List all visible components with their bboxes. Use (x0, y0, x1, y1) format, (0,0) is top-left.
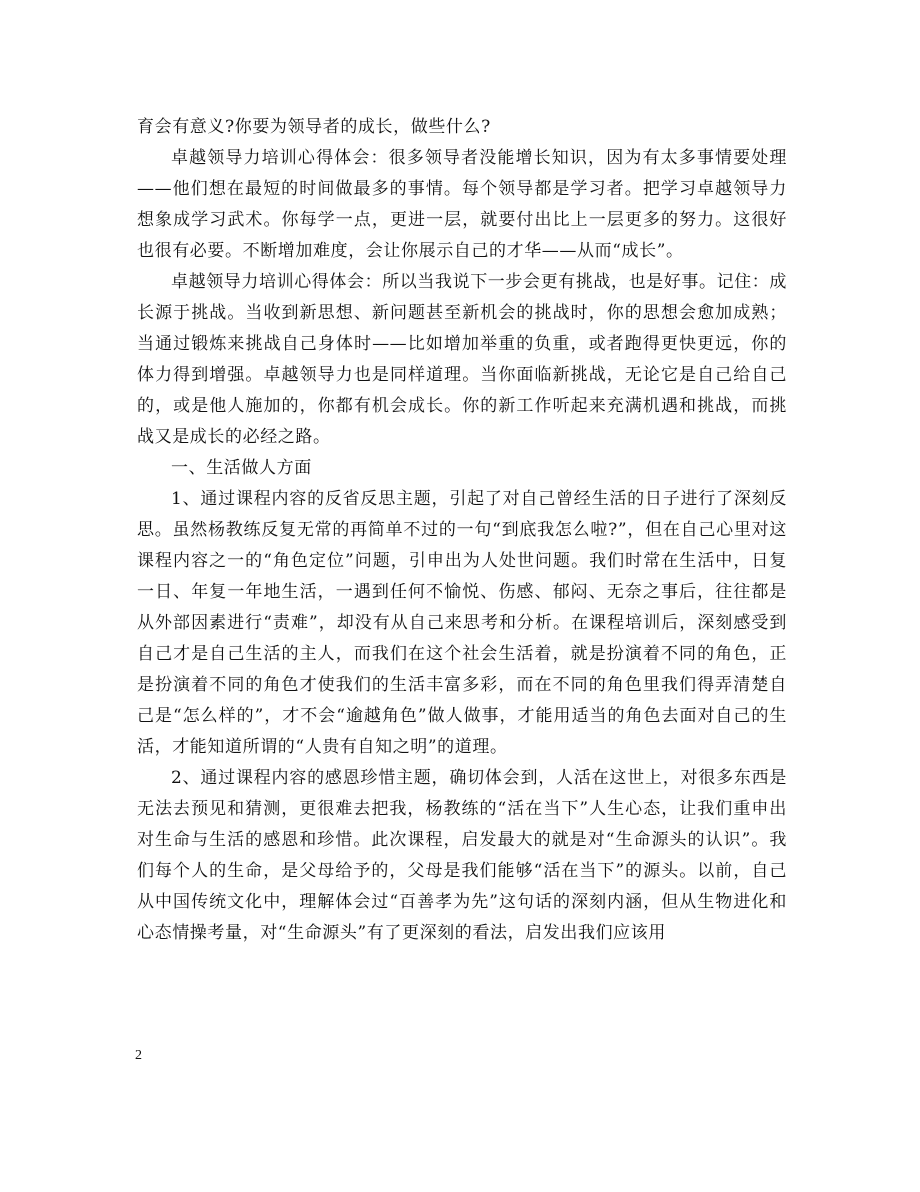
paragraph-point-2: 2、通过课程内容的感恩珍惜主题，确切体会到，人活在这世上，对很多东西是无法去预见和猜测，更很难去把我，杨教练的“活在当下”人生心态，让我们重申出对生命与生活的感恩和珍惜。此次课程，启发最大的就是对“生命源头的认识”。我们每个人的生命，是父母给予的，父母是我们能够“活在当下”的源头。以前，自己从中国传统文化中，理解体会过“百善孝为先”这句话的深刻内涵，但从生物进化和心态情操考量，对“生命源头”有了更深刻的看法，启发出我们应该用 (137, 768, 787, 943)
paragraph-leadership-1: 卓越领导力培训心得体会：很多领导者没能增长知识，因为有太多事情要处理——他们想在最短的时间做最多的事情。每个领导都是学习者。把学习卓越领导力想象成学习武术。你每学一点，更进一层，就要付出比上一层更多的努力。这很好也很有必要。不断增加难度，会让你展示自己的才华——从而“成长”。 (137, 148, 787, 261)
paragraph-leadership-2: 卓越领导力培训心得体会：所以当我说下一步会更有挑战，也是好事。记住：成长源于挑战。当收到新思想、新问题甚至新机会的挑战时，你的思想会愈加成熟；当通过锻炼来挑战自己身体时——比如增加举重的负重，或者跑得更快更远，你的体力得到增强。卓越领导力也是同样道理。当你面临新挑战，无论它是自己给自己的，或是他人施加的，你都有机会成长。你的新工作听起来充满机遇和挑战，而挑战又是成长的必经之路。 (137, 272, 787, 447)
paragraph-point-1: 1、通过课程内容的反省反思主题，引起了对自己曾经生活的日子进行了深刻反思。虽然杨教练反复无常的再简单不过的一句“到底我怎么啦?”，但在自己心里对这课程内容之一的“角色定位”问题，引申出为人处世问题。我们时常在生活中，日复一日、年复一年地生活，一遇到任何不愉悦、伤感、郁闷、无奈之事后，往往都是从外部因素进行“责难”，却没有从自己来思考和分析。在课程培训后，深刻感受到自己才是自己生活的主人，而我们在这个社会生活着，就是扮演着不同的角色，正是扮演着不同的角色才使我们的生活丰富多彩，而在不同的角色里我们得弄清楚自己是“怎么样的”，才不会“逾越角色”做人做事，才能用适当的角色去面对自己的生活，才能知道所谓的“人贵有自知之明”的道理。 (137, 489, 787, 757)
document-body (137, 112, 787, 949)
paragraph-continuation: 育会有意义?你要为领导者的成长，做些什么? (137, 117, 491, 137)
page-number: 2 (135, 1048, 142, 1063)
section-heading-life: 一、生活做人方面 (171, 458, 312, 478)
